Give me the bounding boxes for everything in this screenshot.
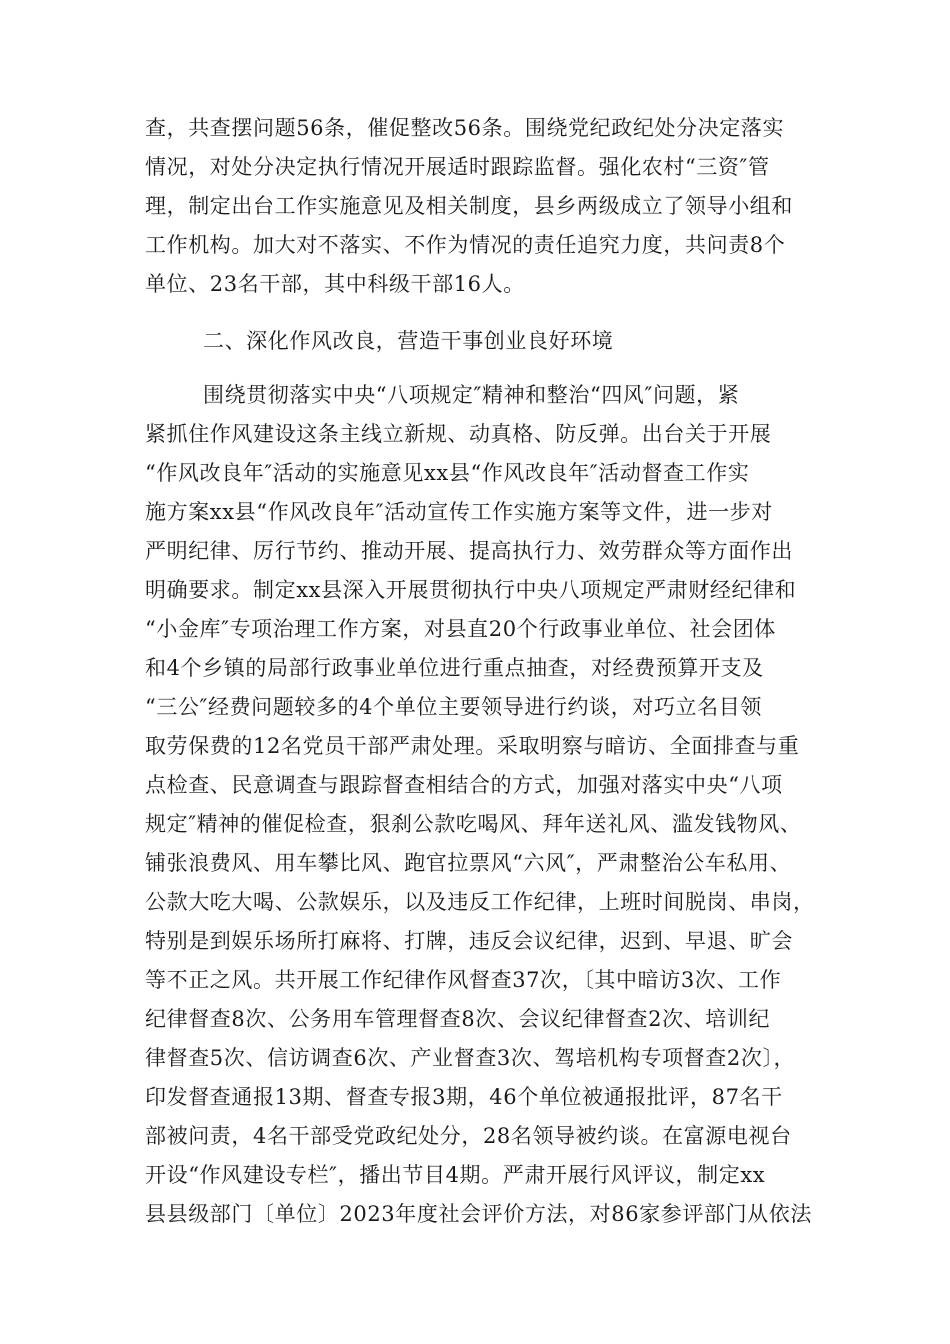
text-line: 规定″精神的催促检查，狠刹公款吃喝风、拜年送礼风、滥发钱物风、 — [145, 812, 802, 836]
text-line: 特别是到娱乐场所打麻将、打牌，违反会议纪律，迟到、早退、旷会 — [145, 929, 793, 953]
text-line: 公款大吃大喝、公款娱乐，以及违反工作纪律，上班时间脱岗、串岗， — [145, 890, 815, 914]
text-line: 查，共查摆问题56条，催促整改56条。围绕党纪政纪处分决定落实 — [145, 116, 785, 140]
text-line: 围绕贯彻落实中央“八项规定″精神和整治“四风″问题，紧 — [203, 383, 740, 407]
text-line: 严明纪律、厉行节约、推动开展、提高执行力、效劳群众等方面作出 — [145, 539, 793, 563]
text-line: 纪律督查8次、公务用车管理督查8次、会议纪律督查2次、培训纪 — [145, 1007, 771, 1031]
text-line: 县县级部门〔单位〕2023年度社会评价方法，对86家参评部门从依法 — [145, 1202, 812, 1226]
text-line: “小金库″专项治理工作方案，对县直20个行政事业单位、社会团体 — [145, 617, 776, 641]
text-line: 明确要求。制定xx县深入开展贯彻执行中央八项规定严肃财经纪律和 — [145, 578, 797, 602]
text-line: “三公″经费问题较多的4个单位主要领导进行约谈，对巧立名目领 — [145, 695, 762, 719]
text-line: 铺张浪费风、用车攀比风、跑官拉票风“六风″，严肃整治公车私用、 — [145, 851, 792, 875]
text-line: 部被问责，4名干部受党政纪处分，28名领导被约谈。在富源电视台 — [145, 1124, 792, 1148]
section-heading: 二、深化作风改良，营造干事创业良好环境 — [203, 329, 614, 353]
text-line: 紧抓住作风建设这条主线立新规、动真格、防反弹。出台关于开展 — [145, 422, 772, 446]
text-line: 工作机构。加大对不落实、不作为情况的责任追究力度，共问责8个 — [145, 233, 786, 257]
text-line: 情况，对处分决定执行情况开展适时跟踪监督。强化农村“三资″管 — [145, 155, 770, 179]
text-line: 单位、23名干部，其中科级干部16人。 — [145, 272, 525, 296]
text-line: 施方案xx县“作风改良年″活动宣传工作实施方案等文件，进一步对 — [145, 500, 773, 524]
text-line: 和4个乡镇的局部行政事业单位进行重点抽查，对经费预算开支及 — [145, 656, 764, 680]
text-line: 等不正之风。共开展工作纪律作风督查37次，〔其中暗访3次、工作 — [145, 968, 782, 992]
text-line: 取劳保费的12名党员干部严肃处理。采取明察与暗访、全面排查与重 — [145, 734, 800, 758]
text-line: 开设“作风建设专栏″，播出节目4期。严肃开展行风评议，制定xx — [145, 1163, 766, 1187]
text-line: 印发督查通报13期、督查专报3期，46个单位被通报批评，87名干 — [145, 1085, 783, 1109]
text-line: “作风改良年″活动的实施意见xx县“作风改良年″活动督查工作实 — [145, 461, 750, 485]
text-line: 理，制定出台工作实施意见及相关制度，县乡两级成立了领导小组和 — [145, 194, 793, 218]
text-line: 点检查、民意调查与跟踪督查相结合的方式，加强对落实中央“八项 — [145, 773, 783, 797]
text-line: 律督查5次、信访调查6次、产业督查3次、驾培机构专项督查2次〕， — [145, 1046, 796, 1070]
